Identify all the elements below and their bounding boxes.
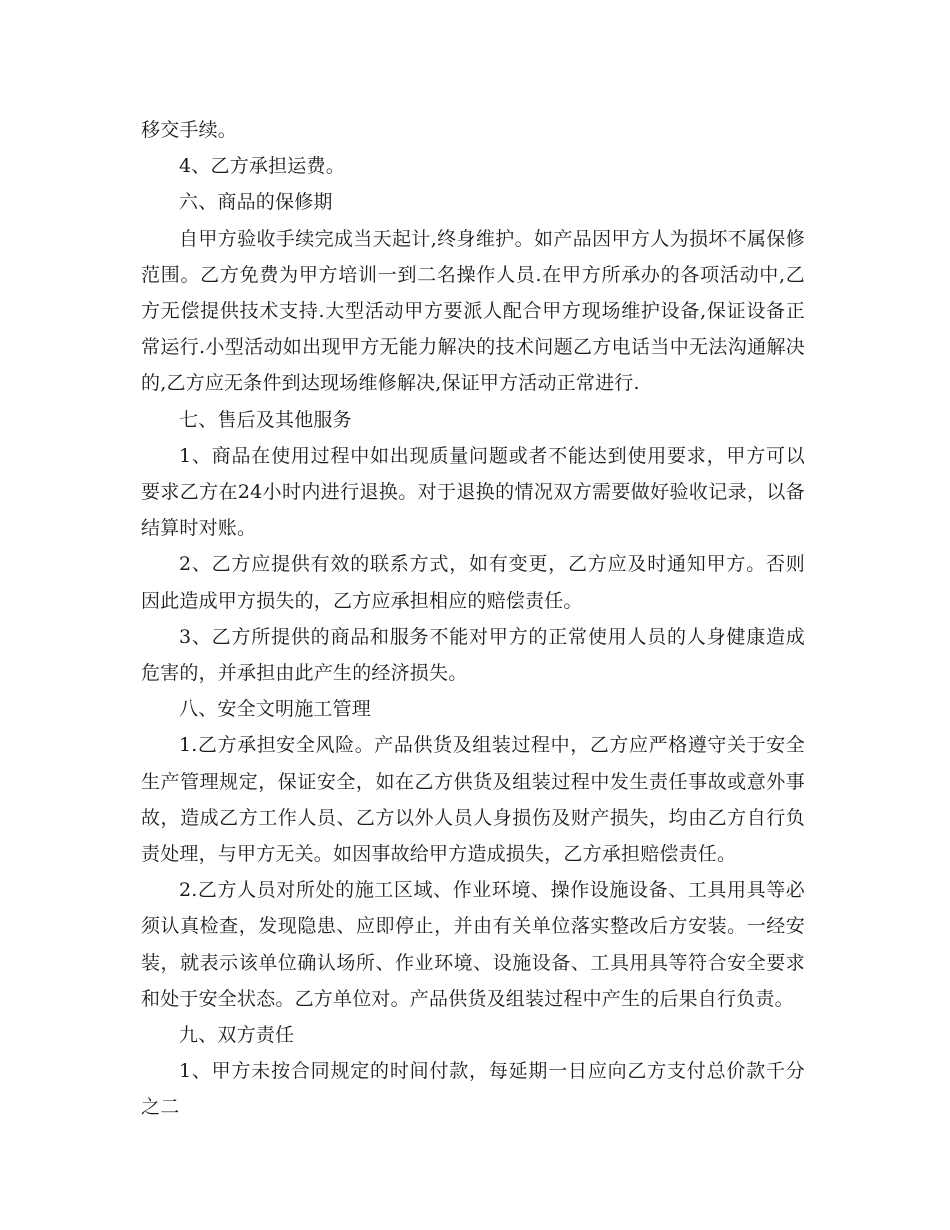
heading-mutual-responsibilities: 九、双方责任: [179, 1024, 295, 1047]
paragraph-service-item-2: 2、乙方应提供有效的联系方式，如有变更，乙方应及时通知甲方。否则因此造成甲方损失的，乙方应承担相应的赔偿责任。: [141, 553, 805, 612]
paragraph-responsibility-item-1: 1、甲方未按合同规定的时间付款，每延期一日应向乙方支付总价款千分之二: [141, 1060, 805, 1119]
paragraph-safety-item-2: 2.乙方人员对所处的施工区域、作业环境、操作设施设备、工具用具等必须认真检查，发现隐患、应即停止，并由有关单位落实整改后方安装。一经安装，就表示该单位确认场所、作业环境、设施设备、工具用具等符合安全要求和处于安全状态。乙方单位对。产品供货及组装过程中产生的后果自行负责。: [141, 879, 805, 1010]
paragraph-transfer-procedures: 移交手续。: [141, 119, 238, 141]
paragraph-service-item-1: 1、商品在使用过程中如出现质量问题或者不能达到使用要求，甲方可以要求乙方在24小时内进行退换。对于退换的情况双方需要做好验收记录，以备结算时对账。: [141, 444, 805, 540]
heading-warranty-period: 六、商品的保修期: [179, 191, 333, 214]
document-body: [141, 112, 805, 1126]
paragraph-warranty-details: 自甲方验收手续完成当天起计,终身维护。如产品因甲方人为损坏不属保修范围。乙方免费为甲方培训一到二名操作人员.在甲方所承办的各项活动中,乙方无偿提供技术支持.大型活动甲方要派人配合甲方现场维护设备,保证设备正常运行.小型活动如出现甲方无能力解决的技术问题乙方电话当中无法沟通解决的,乙方应无条件到达现场维修解决,保证甲方活动正常进行.: [141, 227, 805, 395]
heading-safety-management: 八、安全文明施工管理: [179, 698, 372, 721]
paragraph-safety-item-1: 1.乙方承担安全风险。产品供货及组装过程中，乙方应严格遵守关于安全生产管理规定，保证安全，如在乙方供货及组装过程中发生责任事故或意外事故，造成乙方工作人员、乙方以外人员人身损伤及财产损失，均由乙方自行负责处理，与甲方无关。如因事故给甲方造成损失，乙方承担赔偿责任。: [141, 734, 805, 866]
heading-after-sales-service: 七、售后及其他服务: [179, 408, 352, 431]
paragraph-freight: 4、乙方承担运费。: [179, 155, 345, 178]
paragraph-service-item-3: 3、乙方所提供的商品和服务不能对甲方的正常使用人员的人身健康造成危害的，并承担由此产生的经济损失。: [141, 625, 805, 685]
